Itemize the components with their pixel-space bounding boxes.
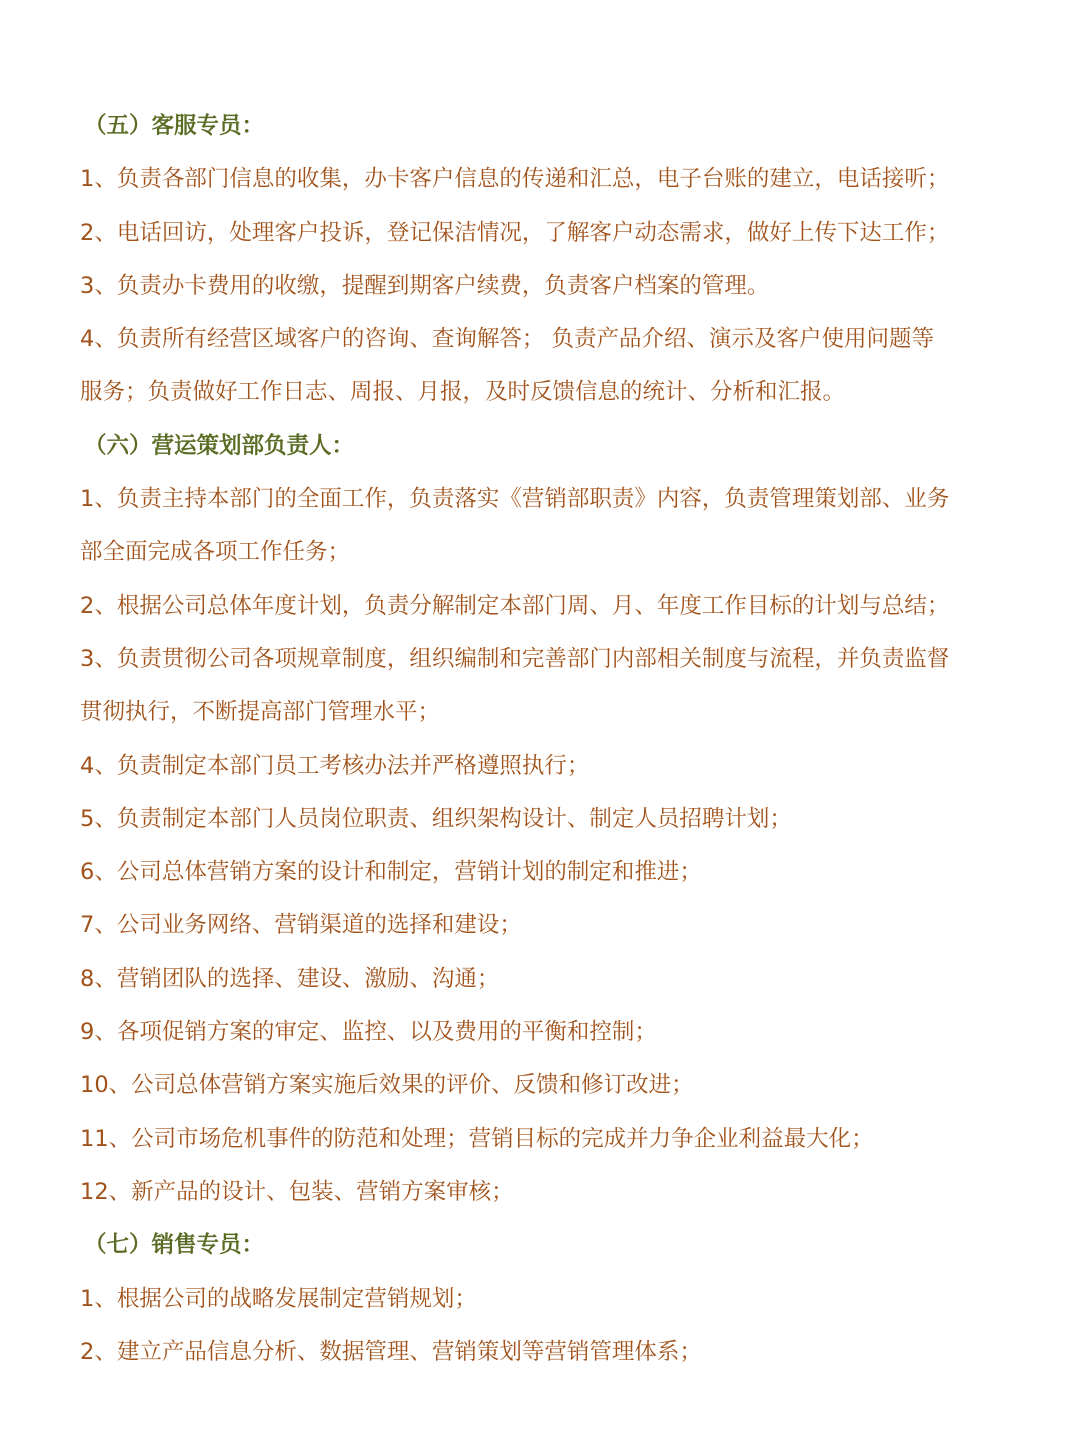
paragraph-line: 10、公司总体营销方案实施后效果的评价、反馈和修订改进； [80,1072,694,1099]
paragraph-line: 2、建立产品信息分析、数据管理、营销策划等营销管理体系； [80,1338,702,1365]
section-heading-customer-service: （五）客服专员： [84,113,265,139]
paragraph-line: 2、电话回访，处理客户投诉，登记保洁情况，了解客户动态需求，做好上传下达工作； [80,219,950,246]
paragraph-line: 1、负责各部门信息的收集，办卡客户信息的传递和汇总，电子台账的建立，电话接听； [80,166,950,193]
paragraph-line: 5、负责制定本部门人员岗位职责、组织架构设计、制定人员招聘计划； [80,805,792,832]
paragraph-line: 12、新产品的设计、包装、营销方案审核； [80,1178,514,1205]
paragraph-line: 7、公司业务网络、营销渠道的选择和建设； [80,912,522,939]
paragraph-line: 11、公司市场危机事件的防范和处理；营销目标的完成并力争企业利益最大化； [80,1125,874,1152]
paragraph-line: 4、负责所有经营区域客户的咨询、查询解答； 负责产品介绍、演示及客户使用问题等 [80,326,934,353]
paragraph-line: 2、根据公司总体年度计划，负责分解制定本部门周、月、年度工作目标的计划与总结； [80,592,950,619]
paragraph-line: 4、负责制定本部门员工考核办法并严格遵照执行； [80,752,590,779]
paragraph-line: 6、公司总体营销方案的设计和制定，营销计划的制定和推进； [80,859,702,886]
paragraph-line: 服务；负责做好工作日志、周报、月报，及时反馈信息的统计、分析和汇报。 [80,379,846,406]
paragraph-line: 贯彻执行，不断提高部门管理水平； [80,699,441,726]
paragraph-line: 1、负责主持本部门的全面工作，负责落实《营销部职责》内容，负责管理策划部、业务 [80,486,950,513]
paragraph-line: 1、根据公司的战略发展制定营销规划； [80,1285,477,1312]
paragraph-line: 部全面完成各项工作任务； [80,539,351,566]
paragraph-line: 8、营销团队的选择、建设、激励、沟通； [80,965,500,992]
section-heading-operations-planning-lead: （六）营运策划部负责人： [84,432,355,459]
paragraph-line: 3、负责办卡费用的收缴，提醒到期客户续费，负责客户档案的管理。 [80,272,770,299]
paragraph-line: 9、各项促销方案的审定、监控、以及费用的平衡和控制； [80,1019,657,1046]
section-heading-sales-specialist: （七）销售专员： [84,1232,265,1259]
paragraph-line: 3、负责贯彻公司各项规章制度，组织编制和完善部门内部相关制度与流程，并负责监督 [80,645,950,672]
document-body [80,100,1004,1379]
